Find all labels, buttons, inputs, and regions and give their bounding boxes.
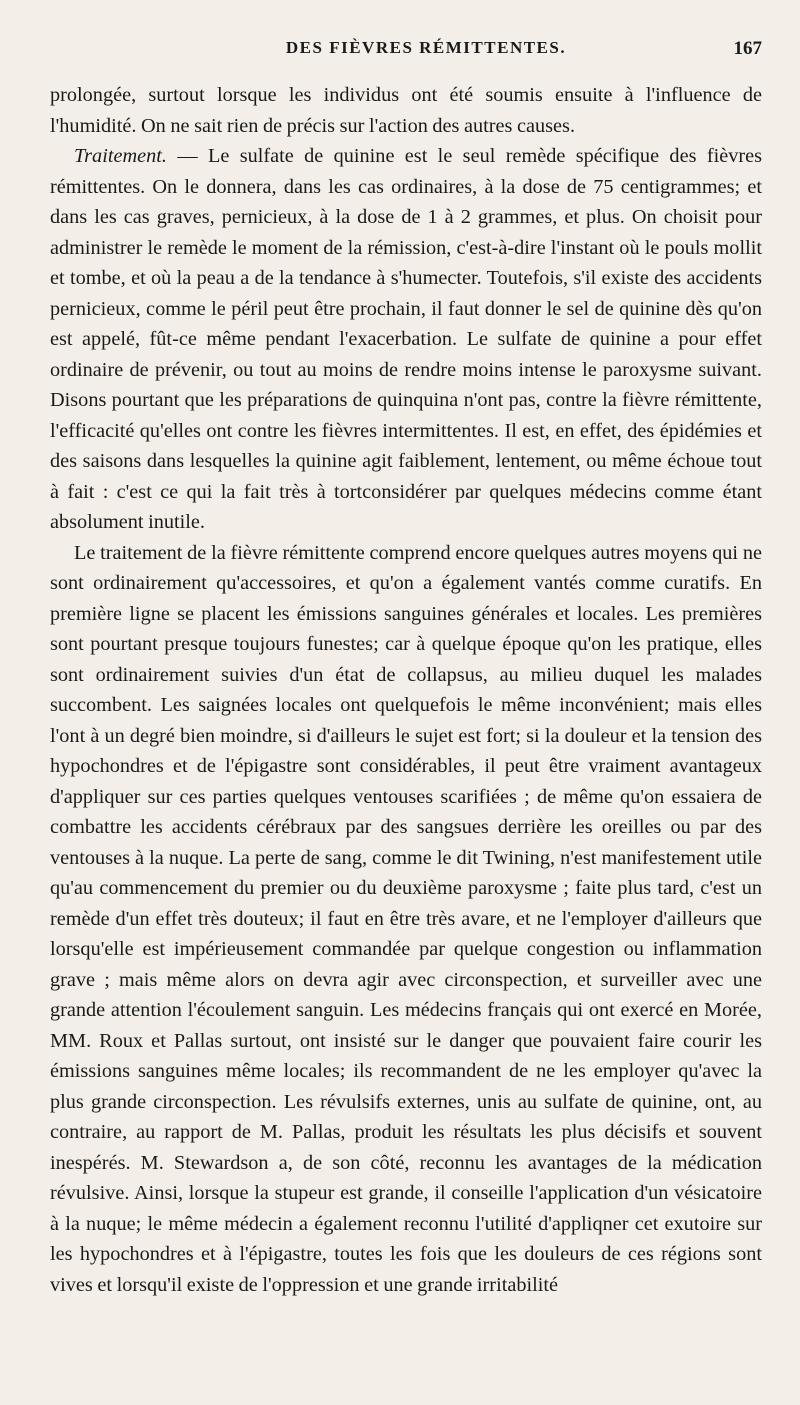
page-number: 167 [733,38,762,59]
paragraph-accessory-means [50,538,762,1301]
paragraph-treatment [50,141,762,538]
paragraph-text: Le traitement de la fièvre rémittente comprend encore quelques autres moyens qui ne sont ordinairement qu'accessoires, et qu'on a également vantés comme curatifs. En première ligne se placent les émissions sanguines générales et locales. Les premières sont pourtant presque toujours funestes; car à quelque époque qu'on les pratique, elles sont ordinairement suivies d'un état de collapsus, au milieu duquel les malades succombent. Les saignées locales ont quelquefois le même inconvénient; mais elles l'ont à un degré bien moindre, si d'ailleurs le sujet est fort; si la douleur et la tension des hypochondres et de l'épigastre sont considérables, il peut être vraiment avantageux d'appliquer sur ces parties quelques ventouses scarifiées ; de même qu'on essaiera de combattre les accidents cérébraux par des sangsues derrière les oreilles ou par des ventouses à la nuque. La perte de sang, comme le dit Twining, n'est manifestement utile qu'au commencement du premier ou du deuxième paroxysme ; faite plus tard, c'est un remède d'un effet très douteux; il faut en être très avare, et ne l'employer d'ailleurs que lorsqu'elle est impérieusement commandée par quelque congestion ou inflammation grave ; mais même alors on devra agir avec circonspection, et surveiller avec une grande attention l'écoulement sanguin. Les médecins français qui ont exercé en Morée, MM. Roux et Pallas surtout, ont insisté sur le danger que pouvaient faire courir les émissions sanguines même locales; ils recommandent de ne les employer qu'avec la plus grande circonspection. Les révulsifs externes, unis au sulfate de quinine, ont, au contraire, au rapport de M. Pallas, produit les résultats les plus décisifs et souvent inespérés. M. Stewardson a, de son côté, reconnu les avantages de la médication révulsive. Ainsi, lorsque la stupeur est grande, il conseille l'application d'un vésicatoire à la nuque; le même médecin a également reconnu l'utilité d'appliqner cet exutoire sur les hypochondres et à l'épigastre, toutes les fois que les douleurs de ces régions sont vives et lorsqu'il existe de l'oppression et une grande irritabilité [50,541,762,1296]
section-lead: Traitement. [74,145,167,167]
running-head [50,38,762,64]
running-title: DES FIÈVRES RÉMITTENTES. [285,38,567,57]
paragraph-text: prolongée, surtout lorsque les individus ont été soumis ensuite à l'influence de l'humidité. On ne sait rien de précis sur l'action des autres causes. [50,84,762,137]
paragraph-continuation [50,80,762,141]
body-text [50,80,762,1300]
paragraph-text: — Le sulfate de quinine est le seul remède spécifique des fièvres rémittentes. On le donnera, dans les cas ordinaires, à la dose de 75 centigrammes; et dans les cas graves, pernicieux, à la dose de 1 à 2 grammes, et plus. On choisit pour administrer le remède le moment de la rémission, c'est-à-dire l'instant où le pouls mollit et tombe, et où la peau a de la tendance à s'humecter. Toutefois, s'il existe des accidents pernicieux, comme le péril peut être prochain, il faut donner le sel de quinine dès qu'on est appelé, fût-ce même pendant l'exacerbation. Le sulfate de quinine a pour effet ordinaire de prévenir, ou tout au moins de rendre moins intense le paroxysme suivant. Disons pourtant que les préparations de quinquina n'ont pas, contre la fièvre rémittente, l'efficacité qu'elles ont contre les fièvres intermittentes. Il est, en effet, des épidémies et des saisons dans lesquelles la quinine agit faiblement, lentement, ou même échoue tout à fait : c'est ce qui la fait très à tortconsidérer par quelques médecins comme étant absolument inutile. [50,145,762,533]
